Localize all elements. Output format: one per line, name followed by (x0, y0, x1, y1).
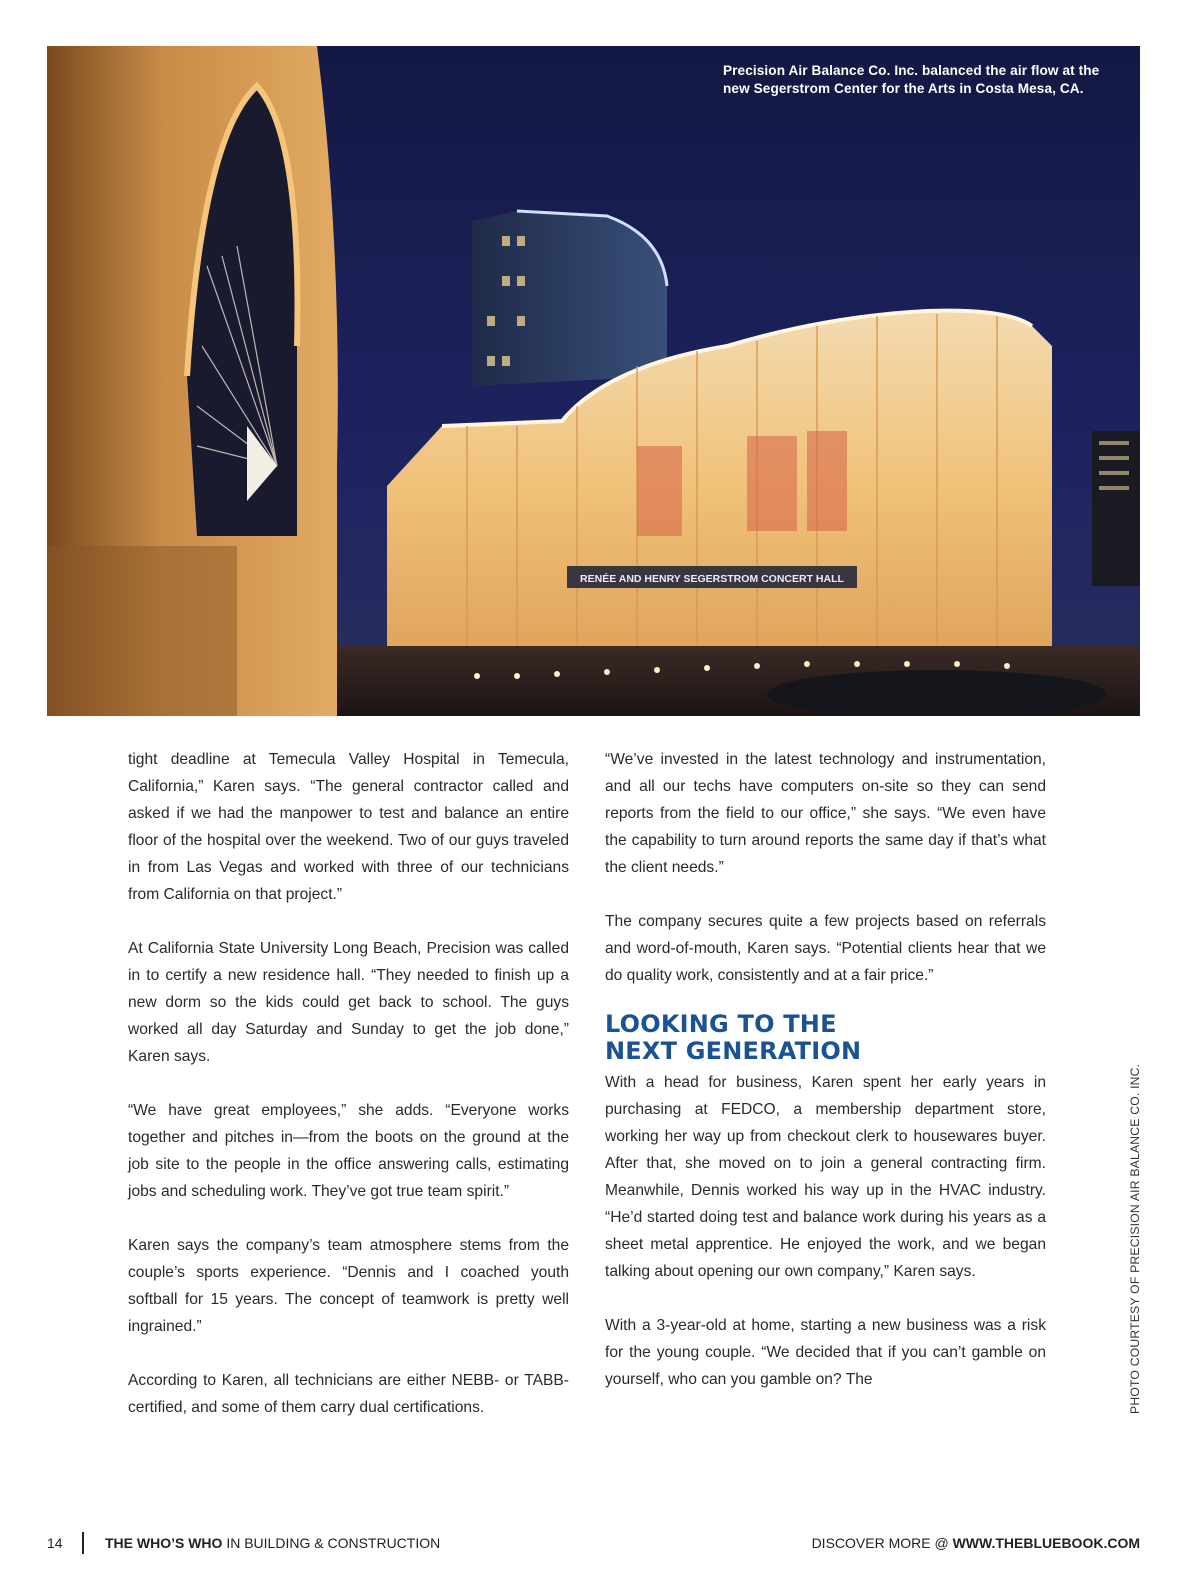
paragraph: At California State University Long Beach, Precision was called in to certify a new residence hall. “They needed to finish up a new dorm so the kids could get back to school. The guys worked all day Saturday and Sunday to get the job done,” Karen says. (128, 940, 569, 1065)
section-heading-line-2: NEXT GENERATION (605, 1037, 862, 1065)
paragraph: Karen says the company’s team atmosphere stems from the couple’s sports experience. “Dennis and I coached youth softball for 15 years. The concept of teamwork is pretty well ingrained.” (128, 1237, 569, 1335)
section-heading-line-1: LOOKING TO THE (605, 1010, 837, 1038)
page-footer (47, 1532, 1140, 1556)
footer-divider (82, 1532, 84, 1554)
publication-title-rest: IN BUILDING & CONSTRUCTION (222, 1535, 441, 1551)
paragraph: According to Karen, all technicians are either NEBB- or TABB-certified, and some of them carry dual certifications. (128, 1372, 569, 1416)
photo-caption: Precision Air Balance Co. Inc. balanced the air flow at the new Segerstrom Center for the Arts in Costa Mesa, CA. (723, 63, 1100, 96)
article-left-column (128, 746, 569, 1448)
paragraph: tight deadline at Temecula Valley Hospital in Temecula, California,” Karen says. “The general contractor called and asked if we had the manpower to test and balance an entire floor of the hospital over the weekend. Two of our guys traveled in from Las Vegas and worked with three of our technicians from California on that project.” (128, 751, 569, 903)
section-heading (605, 1011, 1046, 1065)
article-right-column (605, 746, 1046, 1420)
paragraph: “We have great employees,” she adds. “Everyone works together and pitches in—from the boots on the ground at the job site to the people in the office answering calls, estimating jobs and scheduling work. They’ve got true team spirit.” (128, 1102, 569, 1200)
paragraph: With a 3-year-old at home, starting a new business was a risk for the young couple. “We decided that if you can’t gamble on yourself, who can you gamble on? The (605, 1317, 1046, 1388)
paragraph: The company secures quite a few projects based on referrals and word-of-mouth, Karen says. “Potential clients hear that we do quality work, consistently and at a fair price.” (605, 913, 1046, 984)
paragraph: With a head for business, Karen spent her early years in purchasing at FEDCO, a membership department store, working her way up from checkout clerk to housewares buyer. After that, she moved on to join a general contracting firm. Meanwhile, Dennis worked his way up in the HVAC industry. “He’d started doing test and balance work during his years as a sheet metal apprentice. He enjoyed the work, and we began talking about opening our own company,” Karen says. (605, 1074, 1046, 1280)
concert-hall-photo (47, 46, 1140, 716)
concert-hall-sign: RENÉE AND HENRY SEGERSTROM CONCERT HALL (580, 573, 844, 585)
discover-prefix: DISCOVER MORE @ (811, 1535, 953, 1551)
website-link[interactable]: WWW.THEBLUEBOOK.COM (952, 1535, 1140, 1551)
paragraph: “We’ve invested in the latest technology and instrumentation, and all our techs have computers on-site so they can send reports from the field to our office,” she says. “We even have the capability to turn around reports the same day if that’s what the client needs.” (605, 751, 1046, 876)
page-number: 14 (47, 1535, 63, 1551)
hero-photo (47, 46, 1140, 716)
discover-more (812, 1535, 1140, 1551)
photo-credit: PHOTO COURTESY OF PRECISION AIR BALANCE CO. INC. (1128, 1063, 1142, 1414)
publication-title-bold: THE WHO’S WHO (105, 1535, 223, 1551)
publication-title (105, 1535, 440, 1551)
